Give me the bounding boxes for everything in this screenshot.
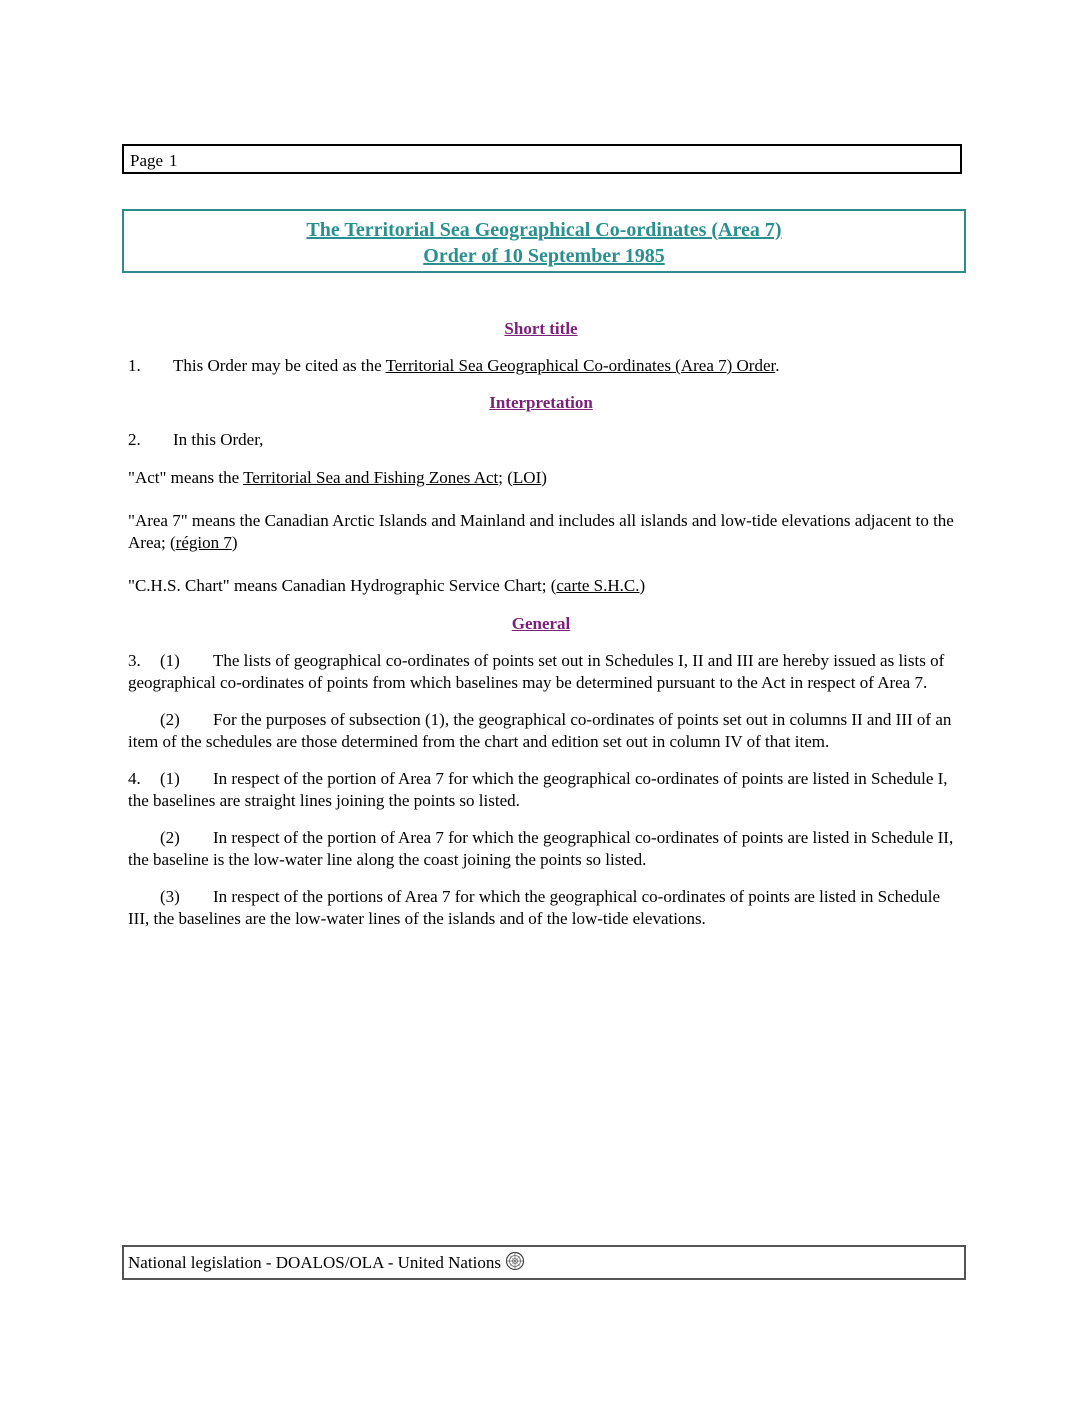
paragraph-number: 1. xyxy=(128,356,141,375)
subsection-number: (1) xyxy=(160,769,180,788)
paragraph-3-1: 3. (1) The lists of geographical co-ordinates of points set out in Schedules I, II and III are hereby issued as lists of geographical co-ordinates of points from which baselines may be determined pursuant to the Act in respect of Area 7. xyxy=(128,651,945,692)
paragraph-1: 1. This Order may be cited as the Territorial Sea Geographical Co-ordinates (Area 7) Order. xyxy=(128,356,780,375)
heading-interpretation: Interpretation xyxy=(489,393,593,412)
definition-chs-chart: "C.H.S. Chart" means Canadian Hydrographic Service Chart; (carte S.H.C.) xyxy=(128,576,646,595)
page-footer xyxy=(122,1245,966,1280)
document-title-box xyxy=(122,209,966,273)
paragraph-3-2: (2) For the purposes of subsection (1), the geographical co-ordinates of points set out in columns II and III of an item of the schedules are those determined from the chart and edition set out in column IV of that item. xyxy=(128,710,952,751)
paragraph-number: 4. xyxy=(128,769,141,788)
document-title-line1: The Territorial Sea Geographical Co-ordinates (Area 7) xyxy=(306,219,782,241)
paragraph-4-3: (3) In respect of the portions of Area 7 for which the geographical co-ordinates of points are listed in Schedule III, the baselines are the low-water lines of the islands and of the low-tide elevations. xyxy=(128,887,940,928)
subsection-number: (3) xyxy=(160,887,180,906)
paragraph-number: 2. xyxy=(128,430,141,449)
paragraph-2: 2. In this Order, xyxy=(128,430,264,449)
un-emblem-icon xyxy=(505,1250,525,1270)
french-term: région 7 xyxy=(175,533,232,552)
french-term: LOI xyxy=(512,468,542,487)
order-citation: Territorial Sea Geographical Co-ordinates (Area 7) Order xyxy=(385,356,776,375)
heading-short-title: Short title xyxy=(504,319,578,338)
page-label: Page xyxy=(130,151,164,170)
definition-area-7: "Area 7" means the Canadian Arctic Islands and Mainland and includes all islands and low-tide elevations adjacent to the Area; (région 7) xyxy=(128,511,954,552)
paragraph-4-1: 4. (1) In respect of the portion of Area 7 for which the geographical co-ordinates of points are listed in Schedule I, the baselines are straight lines joining the points so listed. xyxy=(128,769,948,810)
page-header xyxy=(122,144,962,174)
french-term: carte S.H.C. xyxy=(556,576,640,595)
page-number: 1 xyxy=(169,151,178,170)
act-citation: Territorial Sea and Fishing Zones Act xyxy=(243,468,499,487)
definition-act: "Act" means the Territorial Sea and Fishing Zones Act; (LOI) xyxy=(128,468,547,487)
subsection-number: (1) xyxy=(160,651,180,670)
footer-text: National legislation - DOALOS/OLA - United Nations xyxy=(128,1253,502,1272)
paragraph-number: 3. xyxy=(128,651,141,670)
document-body xyxy=(128,318,954,930)
subsection-number: (2) xyxy=(160,828,180,847)
subsection-number: (2) xyxy=(160,710,180,729)
document-title-line2: Order of 10 September 1985 xyxy=(423,245,665,267)
heading-general: General xyxy=(511,614,571,633)
paragraph-4-2: (2) In respect of the portion of Area 7 for which the geographical co-ordinates of points are listed in Schedule II, the baseline is the low-water line along the coast joining the points so listed. xyxy=(128,828,954,869)
